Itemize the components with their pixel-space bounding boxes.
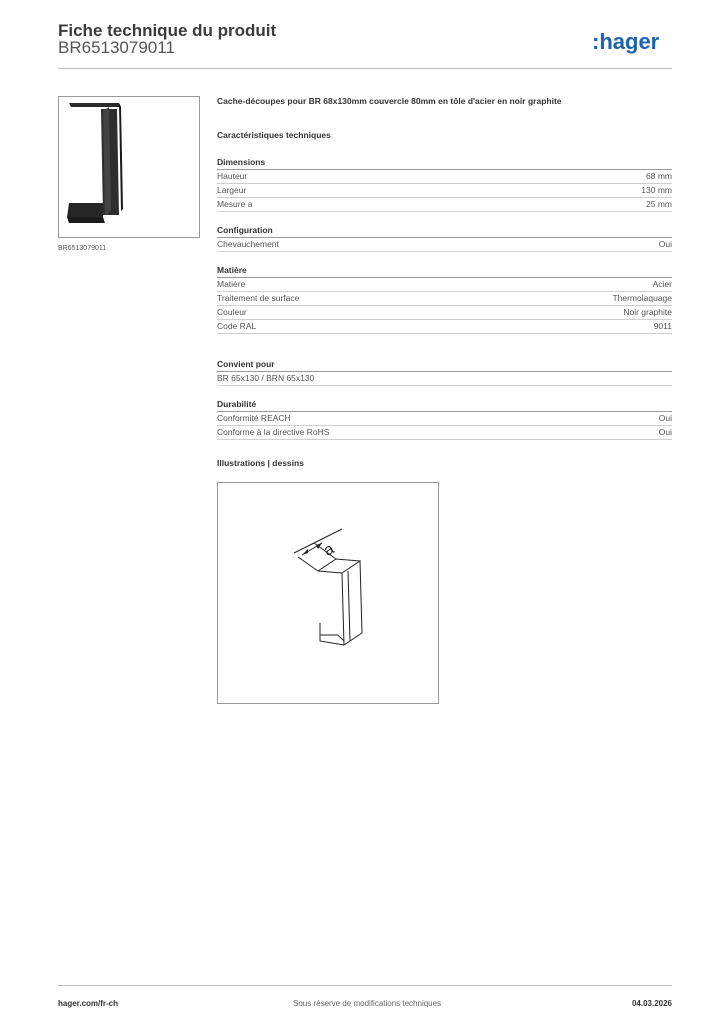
- group-material: [217, 264, 672, 334]
- spec-value: Acier: [652, 279, 672, 289]
- spec-value: 130 mm: [641, 185, 672, 195]
- spec-value: 9011: [653, 321, 672, 331]
- spec-label: Couleur: [217, 307, 247, 317]
- footer-date: 04.03.2026: [631, 999, 672, 1008]
- spec-value: Oui: [658, 239, 672, 249]
- spec-label: Traitement de surface: [217, 293, 300, 303]
- dimension-drawing: [218, 483, 438, 703]
- spec-row: [217, 278, 672, 292]
- spec-row: [217, 170, 672, 184]
- group-title: Matière: [217, 264, 672, 278]
- product-reference: BR6513079011: [58, 38, 175, 57]
- spacer: [217, 334, 672, 346]
- header-divider: [58, 68, 672, 69]
- spec-label: BR 65x130 / BRN 65x130: [217, 373, 315, 383]
- spec-label: Mesure a: [217, 199, 253, 209]
- dimension-label-a: a: [321, 540, 338, 560]
- spec-row: [217, 320, 672, 334]
- spec-row: [217, 292, 672, 306]
- logo-text: :hager: [592, 29, 660, 54]
- spec-label: Matière: [217, 279, 246, 289]
- group-title: Dimensions: [217, 156, 672, 170]
- spec-value: Noir graphite: [623, 307, 672, 317]
- spec-label: Conformité REACH: [217, 413, 291, 423]
- product-description: Cache-découpes pour BR 68x130mm couvercle 80mm en tôle d'acier en noir graphite: [217, 96, 562, 106]
- photo-caption: BR6513079011: [58, 245, 107, 252]
- spec-row: [217, 306, 672, 320]
- spec-row: [217, 412, 672, 426]
- group-configuration: [217, 224, 672, 252]
- footer-website[interactable]: hager.com/fr-ch: [58, 999, 119, 1008]
- spec-row: [217, 184, 672, 198]
- spec-row: [217, 426, 672, 440]
- spec-label: Hauteur: [217, 171, 248, 181]
- product-photo: [58, 96, 200, 238]
- spec-value: 25 mm: [646, 199, 672, 209]
- spec-row: [217, 238, 672, 252]
- cover-bracket-image: [59, 97, 199, 237]
- spec-value: Oui: [658, 413, 672, 423]
- spec-label: Largeur: [217, 185, 247, 195]
- footer-divider: [58, 985, 672, 986]
- spec-row: [217, 372, 672, 386]
- technical-drawing: [217, 482, 439, 704]
- specifications-panel: [217, 96, 672, 472]
- spec-row: [217, 198, 672, 212]
- footer-notice: Sous réserve de modifications techniques: [293, 999, 442, 1008]
- spec-label: Chevauchement: [217, 239, 279, 249]
- spec-value: Thermolaquage: [612, 293, 672, 303]
- spec-value: Oui: [658, 427, 672, 437]
- spec-value: 68 mm: [646, 171, 672, 181]
- spec-label: Conforme à la directive RoHS: [217, 427, 330, 437]
- group-durability: [217, 398, 672, 440]
- page-title: Fiche technique du produit: [58, 21, 277, 40]
- group-title: Configuration: [217, 224, 672, 238]
- illustrations-heading: Illustrations | dessins: [217, 458, 304, 468]
- group-suitable-for: [217, 358, 672, 386]
- group-title: Convient pour: [217, 358, 672, 372]
- specs-heading: Caractéristiques techniques: [217, 130, 331, 140]
- group-title: Durabilité: [217, 398, 672, 412]
- hager-logo: [592, 27, 672, 57]
- group-dimensions: [217, 156, 672, 212]
- spec-label: Code RAL: [217, 321, 257, 331]
